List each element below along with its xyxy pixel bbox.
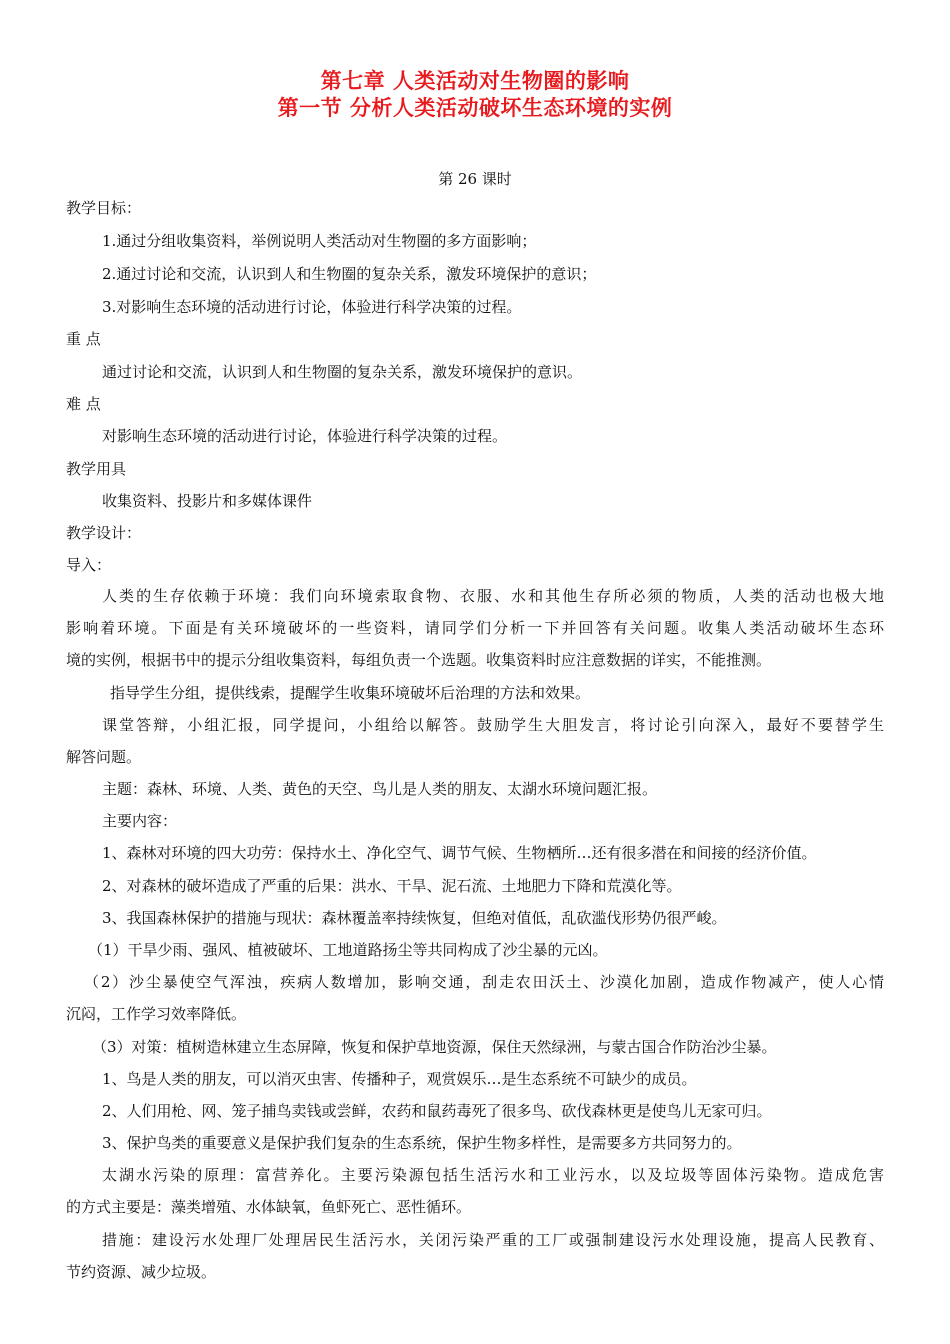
measures-line: 措施：建设污水处理厂处理居民生活污水，关闭污染严重的工厂或强制建设污水处理设施，提高人民教育、 — [102, 1231, 884, 1249]
paragraph-line: 指导学生分组，提供线索，提醒学生收集环境破坏后治理的方法和效果。 — [110, 684, 591, 702]
bird-item: 1、鸟是人类的朋友，可以消灭虫害、传播种子，观赏娱乐…是生态系统不可缺少的成员。 — [102, 1070, 697, 1088]
topics-line: 主题：森林、环境、人类、黄色的天空、鸟儿是人类的朋友、太湖水环境问题汇报。 — [102, 780, 658, 798]
paragraph-line: 解答问题。 — [66, 748, 142, 766]
measures-line: 节约资源、减少垃圾。 — [66, 1263, 217, 1281]
taihu-line: 太湖水污染的原理：富营养化。主要污染源包括生活污水和工业污水，以及垃圾等固体污染物。造成危害 — [102, 1166, 884, 1184]
section-title: 第一节 分析人类活动破坏生态环境的实例 — [277, 96, 673, 120]
lesson-number: 第 26 课时 — [438, 170, 512, 188]
objective-item: 3.对影响生态环境的活动进行讨论，体验进行科学决策的过程。 — [102, 298, 522, 316]
taihu-line: 的方式主要是：藻类增殖、水体缺氧，鱼虾死亡、恶性循环。 — [66, 1198, 472, 1216]
paragraph-line: 课堂答辩，小组汇报，同学提问，小组给以解答。鼓励学生大胆发言，将讨论引向深入，最好不要替学生 — [102, 716, 884, 734]
key-point-heading: 重 点 — [66, 330, 101, 348]
chapter-title: 第七章 人类活动对生物圈的影响 — [320, 69, 630, 93]
objective-item: 2.通过讨论和交流，认识到人和生物圈的复杂关系，激发环境保护的意识； — [102, 265, 597, 283]
tools-text: 收集资料、投影片和多媒体课件 — [102, 492, 313, 510]
sandstorm-item: （2）沙尘暴使空气浑浊，疾病人数增加，影响交通，刮走农田沃土、沙漠化加剧，造成作物减产，使人心情 — [84, 973, 884, 991]
paragraph-line: 人类的生存依赖于环境：我们向环境索取食物、衣服、水和其他生存所必须的物质，人类的活动也极大地 — [102, 587, 884, 605]
intro-heading: 导入： — [66, 556, 112, 574]
difficulty-heading: 难 点 — [66, 395, 101, 413]
paragraph-line: 影响着环境。下面是有关环境破坏的一些资料，请同学们分析一下并回答有关问题。收集人类活动破坏生态环 — [66, 619, 884, 637]
difficulty-text: 对影响生态环境的活动进行讨论，体验进行科学决策的过程。 — [102, 427, 508, 445]
key-point-text: 通过讨论和交流，认识到人和生物圈的复杂关系，激发环境保护的意识。 — [102, 363, 583, 381]
forest-item: 1、森林对环境的四大功劳：保持水土、净化空气、调节气候、生物栖所…还有很多潜在和间接的经济价值。 — [102, 844, 817, 862]
sandstorm-item: 沉闷，工作学习效率降低。 — [66, 1005, 247, 1023]
objectives-heading: 教学目标： — [66, 199, 142, 217]
paragraph-line: 境的实例，根据书中的提示分组收集资料，每组负责一个选题。收集资料时应注意数据的详实，不能推测。 — [66, 651, 772, 669]
forest-item: 3、我国森林保护的措施与现状：森林覆盖率持续恢复，但绝对值低，乱砍滥伐形势仍很严峻。 — [102, 909, 727, 927]
objective-item: 1.通过分组收集资料，举例说明人类活动对生物圈的多方面影响； — [102, 232, 537, 250]
forest-item: 2、对森林的破坏造成了严重的后果：洪水、干旱、泥石流、土地肥力下降和荒漠化等。 — [102, 877, 682, 895]
sandstorm-item: （3）对策：植树造林建立生态屏障，恢复和保护草地资源，保住天然绿洲，与蒙古国合作防治沙尘暴。 — [92, 1038, 777, 1056]
design-heading: 教学设计： — [66, 524, 142, 542]
bird-item: 3、保护鸟类的重要意义是保护我们复杂的生态系统，保护生物多样性，是需要多方共同努力的。 — [102, 1134, 742, 1152]
sandstorm-item: （1）干旱少雨、强风、植被破坏、工地道路扬尘等共同构成了沙尘暴的元凶。 — [88, 941, 608, 959]
tools-heading: 教学用具 — [66, 460, 127, 478]
main-content-heading: 主要内容： — [102, 812, 178, 830]
bird-item: 2、人们用枪、网、笼子捕鸟卖钱或尝鲜，农药和鼠药毒死了很多鸟、砍伐森林更是使鸟儿无家可归。 — [102, 1102, 772, 1120]
